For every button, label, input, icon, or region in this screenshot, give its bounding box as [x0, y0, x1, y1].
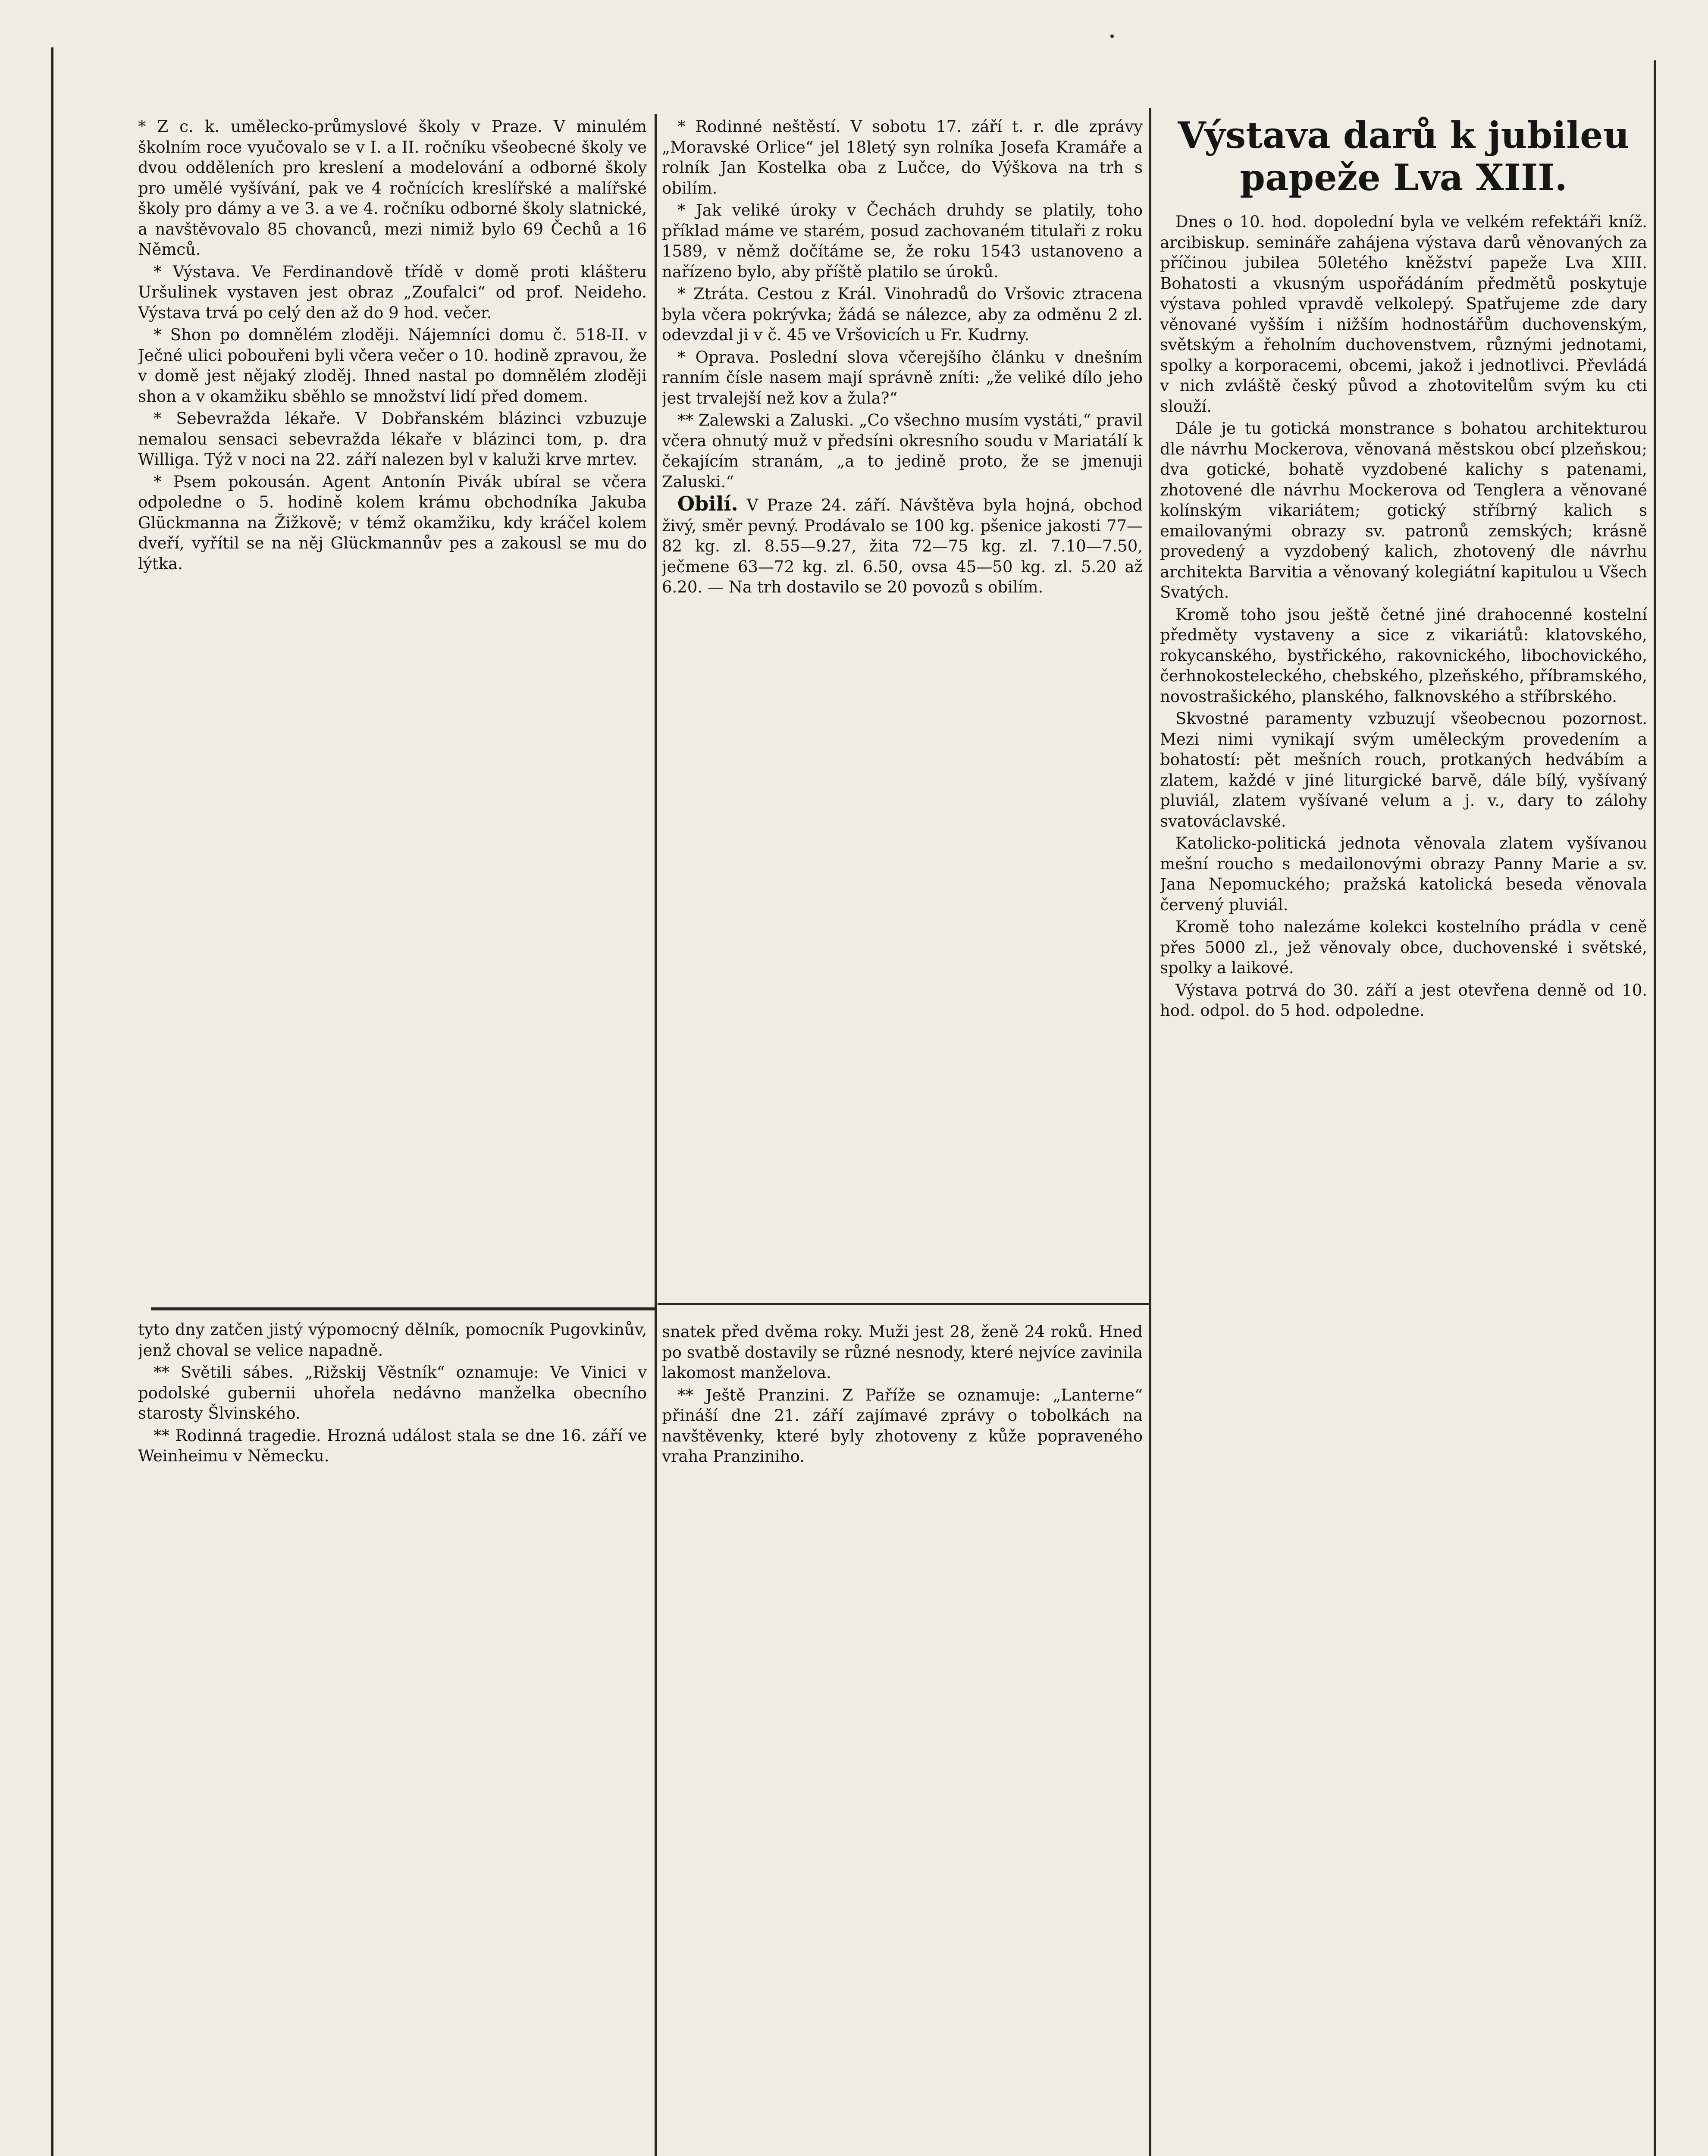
news-item: ** Rodinná tragedie. Hrozná událost stala se dne 16. září ve Weinheimu v Německu. [138, 1426, 647, 1465]
left-border [51, 47, 53, 2156]
news-item: * Psem pokousán. Agent Antonín Pivák ubíral se včera odpoledne o 5. hodině kolem krámu obchodníka Jakuba Glückmanna na Žižkově; v témž okamžiku, kdy kráčel kolem dveří, vyřítil se na něj Glückmannův pes a zakousl se mu do lýtka. [138, 472, 647, 573]
separator-rule [151, 1307, 655, 1310]
column-rule-2 [1149, 108, 1151, 2156]
article-headline: Výstava darů k jubileu papeže Lva XIII. [1178, 114, 1630, 199]
news-item: * Shon po domnělém zloději. Nájemníci domu č. 518-II. v Ječné ulici pobouřeni byli včera večer o 10. hodině zpravou, že v domě jest nějaký zloděj. Ihned nastal po domnělém zloději shon a v okamžiku sběhlo se množství lidí před domem. [138, 326, 647, 406]
news-item: ** Zalewski a Zaluski. „Co všechno musím vystáti,“ pravil včera ohnutý muž v předsíni okresního soudu v Mariatálí k čekajícím stranám, „a to jedině proto, že se jmenuji Zaluski.“ [662, 411, 1143, 491]
news-item: * Výstava. Ve Ferdinandově třídě v domě proti klášteru Uršulinek vystaven jest obraz „Zoufalci“ od prof. Neideho. Výstava trvá po celý den až do 9 hod. večer. [138, 262, 647, 322]
news-item: * Z c. k. umělecko-průmyslové školy v Praze. V minulém školním roce vyučovalo se v I. a II. ročníku všeobecné školy ve dvou odděleních pro kreslení a modelování a odborné školy pro umělé vyšívání, pak ve 4 ročnících kreslířské a malířské školy pro dámy a ve 3. a ve 4. ročníku odborné školy slatnické, a navštěvovalo 85 chovanců, mezi nimiž bylo 69 Čechů a 16 Němců. [138, 117, 647, 259]
column-rule-1 [655, 114, 657, 2156]
article-paragraph: Kromě toho nalezáme kolekci kostelního prádla v ceně přes 5000 zl., jež věnovaly obce, duchovenské i světské, spolky a laikové. [1160, 918, 1647, 977]
article-paragraph: Dále je tu gotická monstrance s bohatou architekturou dle návrhu Mockerova, věnovaná městskou obcí plzeňskou; dva gotické, bohatě vyzdobené kalichy s patenami, zhotovené dle návrhu Mockerova od Tenglera a věnované kolínským vikariátem; gotický stříbrný kalich s emailovanými obrazy sv. patronů zemských; krásně provedený a vyzdobený kalich, zhotovený dle návrhu architekta Barvitia a věnovaný kolegiátní kapitulou u Všech Svatých. [1160, 419, 1647, 602]
article-paragraph: Skvostné paramenty vzbuzují všeobecnou pozornost. Mezi nimi vynikají svým uměleckým provedením a bohatostí: pět mešních rouch, protkaných hedvábím a zlatem, každé v jiné liturgické barvě, dále bílý, vyšívaný pluviál, zlatem vyšívané velum a j. v., dary to zálohy svatováclavské. [1160, 709, 1647, 830]
market-report [662, 494, 1143, 598]
article-paragraph: Dnes o 10. hod. dopolední byla ve velkém refektáři kníž. arcibiskup. semináře zahájena výstava darů věnovaných za příčinou jubilea 50letého kněžství papeže Lva XIII. Bohatosti a vkusným uspořádáním předmětů poskytuje výstava pohled vpravdě velkolepý. Spatřujeme zde dary věnované vyšším i nižším hodnostářům duchovenským, světským a řeholním duchovenstvem, různými jednotami, spolky a korporacemi, obcemi, jakož i jednotlivci. Převládá v nich zvláště český původ a zhotovitelům svým ku cti slouží. [1160, 213, 1647, 416]
news-item: * Oprava. Poslední slova včerejšího článku v dnešním ranním čísle nasem mají správně zníti: „že veliké dílo jeho jest trvalejší než kov a žula?“ [662, 348, 1143, 407]
news-item: * Jak veliké úroky v Čechách druhdy se platily, toho příklad máme ve starém, posud zachovaném titulaři z roku 1589, v němž dočítáme se, že roku 1543 ustanoveno a nařízeno bylo, aby příště platilo se úroků. [662, 201, 1143, 281]
news-item: snatek před dvěma roky. Muži jest 28, ženě 24 roků. Hned po svatbě dostavily se různé nesnody, které nejvíce zavinila lakomost manželova. [662, 1322, 1143, 1382]
article-paragraph: Kromě toho jsou ještě četné jiné drahocenné kostelní předměty vystaveny a sice z vikariátů: klatovského, rokycanského, bystřického, rakovnického, libochovického, čerhnokosteleckého, chebského, plzeňského, příbramského, novostrašického, planského, falknovského a stříbrského. [1160, 605, 1647, 706]
news-item: tyto dny zatčen jistý výpomocný dělník, pomocník Pugovkinův, jenž choval se velice napadně. [138, 1320, 647, 1360]
market-title: Obilí. [677, 492, 738, 515]
article-paragraph: Výstava potrvá do 30. září a jest otevřena denně od 10. hod. odpol. do 5 hod. odpoledne. [1160, 981, 1647, 1020]
left-column [138, 116, 647, 1300]
right-column [1160, 110, 1647, 2156]
right-border [1654, 60, 1656, 2156]
separator-rule-middle [658, 1303, 1149, 1305]
news-item: ** Světili sábes. „Rižskij Věstník“ oznamuje: Ve Vinici v podolské gubernii uhořela nedávno manželka obecního starosty Šlvinského. [138, 1363, 647, 1423]
news-item: ** Ještě Pranzini. Z Paříže se oznamuje: „Lanterne“ přináší dne 21. září zajímavé zprávy o tobolkách na navštěvenky, které byly zhotoveny z kůže popraveného vraha Pranziniho. [662, 1385, 1143, 1466]
middle-column-lower [662, 1322, 1143, 2156]
news-item: * Sebevražda lékaře. V Dobřanském blázinci vzbuzuje nemalou sensaci sebevražda lékaře v blázinci tom, p. dra Williga. Týž v noci na 22. září nalezen byl v kaluži krve mrtev. [138, 409, 647, 469]
news-item: * Rodinné neštěstí. V sobotu 17. září t. r. dle zprávy „Moravské Orlice“ jel 18letý syn rolníka Josefa Kramáře a rolník Jan Kostelka oba z Lučce, do Výškova na trh s obilím. [662, 117, 1143, 197]
left-column-lower [138, 1319, 647, 2156]
market-text: V Praze 24. září. Návštěva byla hojná, obchod živý, směr pevný. Prodávalo se 100 kg. pšenice jakosti 77—82 kg. zl. 8.55—9.27, žita 72—75 kg. zl. 7.10—7.50, ječmene 63—72 kg. zl. 6.50, ovsa 45—50 kg. zl. 5.20 až 6.20. — Na trh dostavilo se 20 povozů s obilím. [662, 496, 1143, 596]
article-paragraph: Katolicko-politická jednota věnovala zlatem vyšívanou mešní roucho s medailonovými obrazy Panny Marie a sv. Jana Nepomuckého; pražská katolická beseda věnovala červený pluviál. [1160, 834, 1647, 914]
news-item: * Ztráta. Cestou z Král. Vinohradů do Vršovic ztracena byla včera pokrývka; žádá se nálezce, aby za odměnu 2 zl. odevzdal ji v č. 45 ve Vršovicích u Fr. Kudrny. [662, 285, 1143, 344]
middle-column [662, 116, 1143, 1298]
print-speck [1110, 34, 1114, 38]
